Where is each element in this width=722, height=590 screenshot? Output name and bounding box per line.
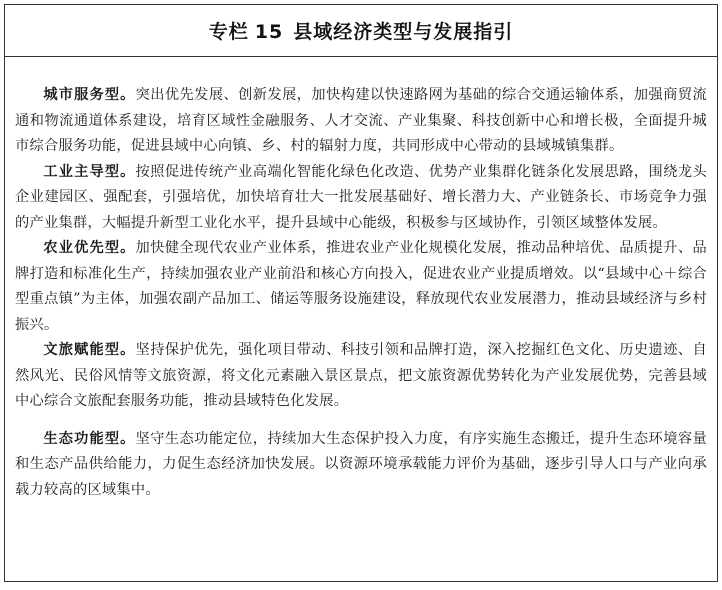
section-lead: 农业优先型。 — [43, 240, 136, 256]
column-label: 专栏 — [208, 21, 249, 43]
column-body — [5, 57, 717, 503]
section-agriculture-priority — [15, 236, 707, 338]
column-box — [4, 4, 718, 582]
section-lead: 城市服务型。 — [43, 87, 136, 103]
column-heading: 县域经济类型与发展指引 — [293, 21, 514, 43]
section-urban-service — [15, 83, 707, 160]
column-header — [5, 5, 717, 57]
section-text: 坚持保护优先，强化项目带动、科技引领和品牌打造，深入挖掘红色文化、历史遗迹、自然风光、民俗风情等文旅资源，将文化元素融入景区景点，把文旅资源优势转化为产业发展优势，完善县域中心综合文旅配套服务功能，推动县域特色化发展。 — [15, 342, 707, 409]
section-text: 加快健全现代农业产业体系，推进农业产业化规模化发展，推动品种培优、品质提升、品牌打造和标准化生产，持续加强农业产业前沿和核心方向投入，促进农业产业提质增效。以“县域中心＋综合型重点镇”为主体，加强农副产品加工、储运等服务设施建设，释放现代农业发展潜力，推动县域经济与乡村振兴。 — [15, 240, 707, 333]
section-text: 坚守生态功能定位，持续加大生态保护投入力度，有序实施生态搬迁，提升生态环境容量和生态产品供给能力，力促生态经济加快发展。以资源环境承载能力评价为基础，逐步引导人口与产业向承载力较高的区域集中。 — [15, 430, 707, 498]
section-culture-tourism — [15, 338, 707, 415]
column-title — [209, 17, 513, 44]
section-text: 突出优先发展、创新发展，加快构建以快速路网为基础的综合交通运输体系，加强商贸流通和物流通道体系建设，培育区域性金融服务、人才交流、产业集聚、科技创新中心和增长极，全面提升城市综合服务功能，促进县域中心向镇、乡、村的辐射力度，共同形成中心带动的县域城镇集群。 — [15, 87, 707, 154]
section-industry-led — [15, 160, 707, 237]
section-lead: 文旅赋能型。 — [43, 342, 136, 358]
section-ecological-function — [15, 427, 707, 504]
section-text: 按照促进传统产业高端化智能化绿色化改造、优势产业集群化链条化发展思路，围绕龙头企业建园区、强配套，引强培优，加快培育壮大一批发展基础好、增长潜力大、产业链条长、市场竞争力强的产业集群，大幅提升新型工业化水平，提升县域中心能级，积极参与区域协作，引领区域整体发展。 — [15, 163, 707, 231]
section-lead: 生态功能型。 — [43, 430, 136, 447]
section-lead: 工业主导型。 — [43, 163, 136, 180]
column-number: 15 — [254, 21, 284, 43]
